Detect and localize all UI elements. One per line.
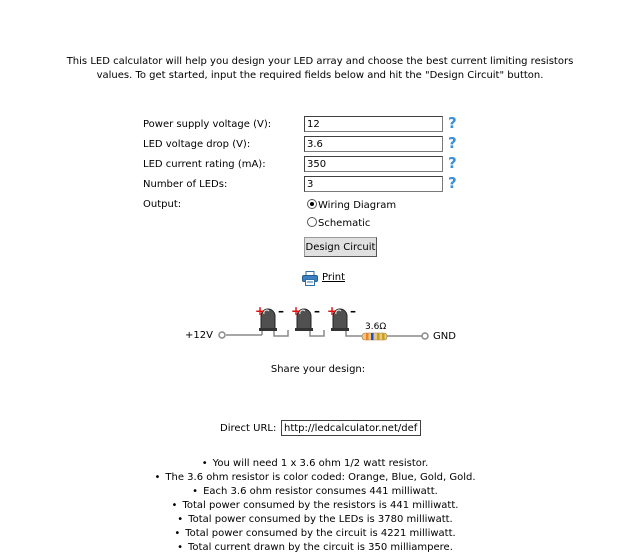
- share-heading: Share your design:: [270, 364, 366, 375]
- printer-icon: [302, 271, 318, 286]
- direct-url-input[interactable]: [281, 420, 421, 436]
- form-row-voltage-drop: [143, 136, 473, 154]
- print-link-label[interactable]: Print: [322, 272, 346, 283]
- led-minus-sign: –: [314, 304, 320, 318]
- results-list: [0, 457, 630, 553]
- voltage-drop-input[interactable]: [304, 136, 443, 152]
- list-item: • You will need 1 x 3.6 ohm 1/2 watt resistor.: [0, 457, 630, 471]
- output-label: Output:: [143, 199, 182, 210]
- design-circuit-button[interactable]: Design Circuit: [304, 237, 377, 257]
- current-rating-input[interactable]: [304, 156, 443, 172]
- list-item: • The 3.6 ohm resistor is color coded: Orange, Blue, Gold, Gold.: [0, 471, 630, 485]
- wiring-diagram-label: Wiring Diagram: [318, 200, 397, 211]
- resistor-value-text: 3.6Ω: [365, 322, 387, 332]
- radio-wiring-diagram[interactable]: [307, 199, 396, 211]
- form-row-supply-voltage: [143, 116, 473, 134]
- ground-text: GND: [433, 331, 456, 342]
- ground-terminal-icon: [422, 333, 428, 339]
- wiring-diagram: [0, 300, 630, 352]
- supply-terminal-icon: [219, 332, 225, 338]
- intro-text: This LED calculator will help you design your LED array and choose the best current limiting resistors values. To get started, input the required fields below and hit the "Design Circuit" button.: [66, 56, 574, 81]
- direct-url-label: Direct URL:: [220, 423, 277, 434]
- led-plus-sign: +: [327, 304, 338, 318]
- supply-voltage-label: Power supply voltage (V):: [143, 119, 272, 130]
- led-count-label: Number of LEDs:: [143, 179, 228, 190]
- radio-schematic[interactable]: [307, 217, 370, 229]
- led-plus-sign: +: [291, 304, 302, 318]
- radio-unchecked-icon[interactable]: [307, 217, 317, 227]
- list-item: • Total power consumed by the LEDs is 3780 milliwatt.: [0, 513, 630, 527]
- form-row-current-rating: [143, 156, 473, 174]
- help-icon[interactable]: ?: [448, 134, 457, 152]
- list-item: • Total current drawn by the circuit is 350 milliampere.: [0, 541, 630, 553]
- supply-voltage-input[interactable]: [304, 116, 443, 132]
- led-minus-sign: –: [350, 304, 356, 318]
- resistor-icon: [362, 333, 387, 340]
- help-icon[interactable]: ?: [448, 174, 457, 192]
- led-plus-sign: +: [255, 304, 266, 318]
- list-item: • Total power consumed by the resistors is 441 milliwatt.: [0, 499, 630, 513]
- help-icon[interactable]: ?: [448, 154, 457, 172]
- print-link[interactable]: [302, 271, 346, 289]
- radio-checked-icon[interactable]: [307, 199, 317, 209]
- list-item: • Total power consumed by the circuit is 4221 milliwatt.: [0, 527, 630, 541]
- help-icon[interactable]: ?: [448, 114, 457, 132]
- schematic-label: Schematic: [318, 218, 371, 229]
- voltage-drop-label: LED voltage drop (V):: [143, 139, 251, 150]
- current-rating-label: LED current rating (mA):: [143, 159, 266, 170]
- supply-voltage-text: +12V: [185, 330, 213, 341]
- led-minus-sign: –: [278, 304, 284, 318]
- led-count-input[interactable]: [304, 176, 443, 192]
- list-item: • Each 3.6 ohm resistor consumes 441 milliwatt.: [0, 485, 630, 499]
- form-row-led-count: [143, 176, 473, 194]
